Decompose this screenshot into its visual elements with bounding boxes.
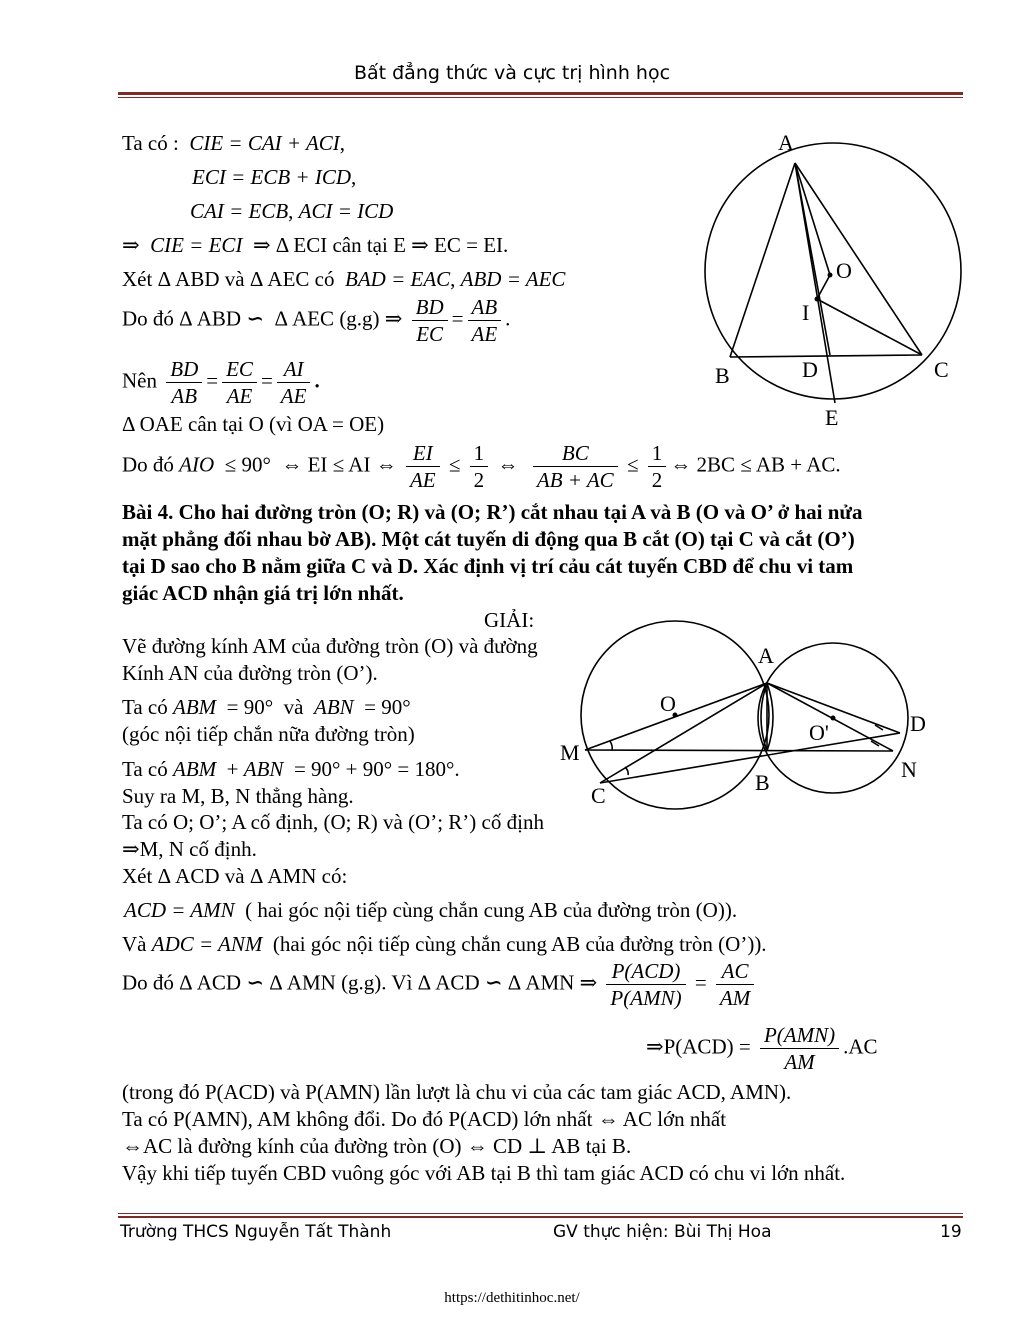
segment-oi bbox=[817, 275, 830, 299]
label-n: N bbox=[901, 757, 917, 782]
p2-line-16: ⇔AC là đường kính của đường tròn (O) ⇔ CD ⊥ AB tại B. bbox=[122, 1134, 632, 1158]
p2-line-8: ⇒M, N cố định. bbox=[122, 837, 257, 861]
p1-line-7: Nên $\frac{BD}{AB}$ = $\frac{EC}{AE}$ = $\frac{AI}{AE}$ . bbox=[122, 357, 320, 408]
bai4-line-1: Bài 4. Cho hai đường tròn (O; R) và (O; R’) cắt nhau tại A và B (O và O’ ở hai nửa bbox=[122, 500, 863, 524]
circle-o bbox=[705, 143, 961, 399]
giai-heading: GIẢI: bbox=[484, 608, 535, 632]
arc-mark-b bbox=[767, 683, 773, 751]
label-c: C bbox=[591, 783, 606, 808]
label-d: D bbox=[802, 357, 818, 382]
footer-teacher: GV thực hiện: Bùi Thị Hoa bbox=[553, 1222, 772, 1242]
segment-ic bbox=[817, 299, 922, 355]
segment-bc bbox=[730, 355, 922, 357]
p2-line-15: Ta có P(AMN), AM không đổi. Do đó P(ACD) lớn nhất ⇔ AC lớn nhất bbox=[122, 1107, 727, 1131]
bai4-line-2: mặt phẳng đối nhau bờ AB). Một cát tuyến di động qua B cắt (O) tại C và cắt (O’) bbox=[122, 527, 855, 551]
p1-line-2: ECI = ECB + ICD, bbox=[192, 165, 357, 189]
label-b: B bbox=[755, 770, 770, 795]
label-a: A bbox=[778, 130, 794, 155]
label-o-prime: O' bbox=[809, 720, 829, 745]
p2-line-9: Xét Δ ACD và Δ AMN có: bbox=[122, 864, 348, 888]
figure-1-circle-diagram bbox=[690, 125, 980, 435]
segment-an bbox=[767, 683, 893, 751]
point-o bbox=[828, 273, 833, 278]
p2-line-10: ACD = AMN ( hai góc nội tiếp cùng chắn cung AB của đường tròn (O)). bbox=[124, 898, 738, 922]
label-b: B bbox=[715, 363, 730, 388]
fraction-ab-ae: $\frac{AB}{AE}$ bbox=[468, 294, 502, 347]
angle-mark-m bbox=[610, 741, 612, 750]
p2-line-2: Kính AN của đường tròn (O’). bbox=[122, 661, 378, 685]
segment-mn bbox=[585, 750, 893, 751]
label-d: D bbox=[910, 711, 926, 736]
footer-page-number: 19 bbox=[940, 1222, 962, 1242]
bai4-line-4: giác ACD nhận giá trị lớn nhất. bbox=[122, 581, 404, 605]
bai4-line-3: tại D sao cho B nằm giữa C và D. Xác định vị trí cảu cát tuyến CBD để chu vi tam bbox=[122, 554, 854, 578]
label-i: I bbox=[802, 300, 810, 325]
footer-school: Trường THCS Nguyễn Tất Thành bbox=[120, 1222, 392, 1242]
label-c: C bbox=[934, 357, 949, 382]
point-o-prime bbox=[831, 716, 836, 721]
p1-line-1: Ta có : CIE = CAI + ACI, bbox=[122, 131, 346, 155]
p1-line-3: CAI = ECB, ACI = ICD bbox=[190, 199, 394, 223]
p1-line-4: ⇒ CIE = ECI ⇒ Δ ECI cân tại E ⇒ EC = EI. bbox=[122, 233, 509, 257]
label-o: O bbox=[660, 691, 676, 716]
segment-ac bbox=[795, 163, 922, 355]
p2-line-12: Do đó Δ ACD ∽ Δ AMN (g.g). Vì Δ ACD ∽ Δ AMN ⇒ $\frac{\text{P(ACD)}}{\text{P(AMN)}}$ = $\frac{AC}{AM}$ bbox=[122, 958, 758, 1011]
point-i bbox=[815, 297, 820, 302]
p2-line-4: (góc nội tiếp chắn nữa đường tròn) bbox=[122, 722, 415, 746]
footer-rule bbox=[118, 1213, 963, 1214]
p2-line-1: Vẽ đường kính AM của đường tròn (O) và đường bbox=[122, 634, 538, 658]
p1-line-5: Xét Δ ABD và Δ AEC có BAD = EAC, ABD = AEC bbox=[122, 267, 566, 291]
angle-mark-c bbox=[625, 767, 628, 775]
p2-line-3: Ta có ABM = 90° và ABN = 90° bbox=[122, 695, 411, 719]
label-m: M bbox=[560, 740, 580, 765]
label-e: E bbox=[825, 405, 839, 430]
p2-line-6: Suy ra M, B, N thẳng hàng. bbox=[122, 784, 354, 808]
segment-cd bbox=[600, 733, 900, 783]
p1-line-6: Do đó Δ ABD ∽ Δ AEC (g.g) ⇒ $\frac{BD}{EC}$ = $\frac{AB}{AE}$ . bbox=[122, 295, 511, 346]
footer-rule-thick bbox=[118, 1216, 963, 1218]
p1-line-9: Do đó AIO ≤ 90° ⇔ EI ≤ AI ⇔ $\frac{EI}{AE}$ ≤ $\frac{1}{2}$ ⇔ $\frac{BC}{AB + AC}$ ≤ $\frac{1}{2}$ ⇔ 2BC ≤ AB + AC. bbox=[122, 441, 841, 492]
p2-line-5: Ta có ABM + ABN = 90° + 90° = 180°. bbox=[122, 757, 460, 781]
segment-ab bbox=[730, 163, 795, 357]
label-o: O bbox=[836, 258, 852, 283]
p2-line-14: (trong đó P(ACD) và P(AMN) lần lượt là chu vi của các tam giác ACD, AMN). bbox=[122, 1080, 792, 1104]
p1-line-8: Δ OAE cân tại O (vì OA = OE) bbox=[122, 412, 385, 436]
header-rule-thin bbox=[118, 97, 963, 98]
header-rule bbox=[118, 92, 963, 95]
p2-line-7: Ta có O; O’; A cố định, (O; R) và (O’; R’) cố định bbox=[122, 810, 544, 834]
segment-ad bbox=[767, 683, 900, 733]
figure-2-two-circles-diagram bbox=[555, 615, 945, 815]
p2-line-17: Vậy khi tiếp tuyến CBD vuông góc với AB tại B thì tam giác ACD có chu vi lớn nhất. bbox=[122, 1161, 846, 1185]
footer-url[interactable]: https://dethitinhoc.net/ bbox=[444, 1290, 580, 1306]
p2-line-13: ⇒P(ACD) = $\frac{\text{P(AMN)}}{AM}$ .AC bbox=[646, 1023, 878, 1074]
page-header-title: Bất đẳng thức và cực trị hình học bbox=[353, 62, 671, 84]
fraction-bd-ec: $\frac{BD}{EC}$ bbox=[412, 294, 448, 347]
p2-line-11: Và ADC = ANM (hai góc nội tiếp cùng chắn cung AB của đường tròn (O’)). bbox=[122, 932, 767, 956]
label-a: A bbox=[758, 643, 774, 668]
